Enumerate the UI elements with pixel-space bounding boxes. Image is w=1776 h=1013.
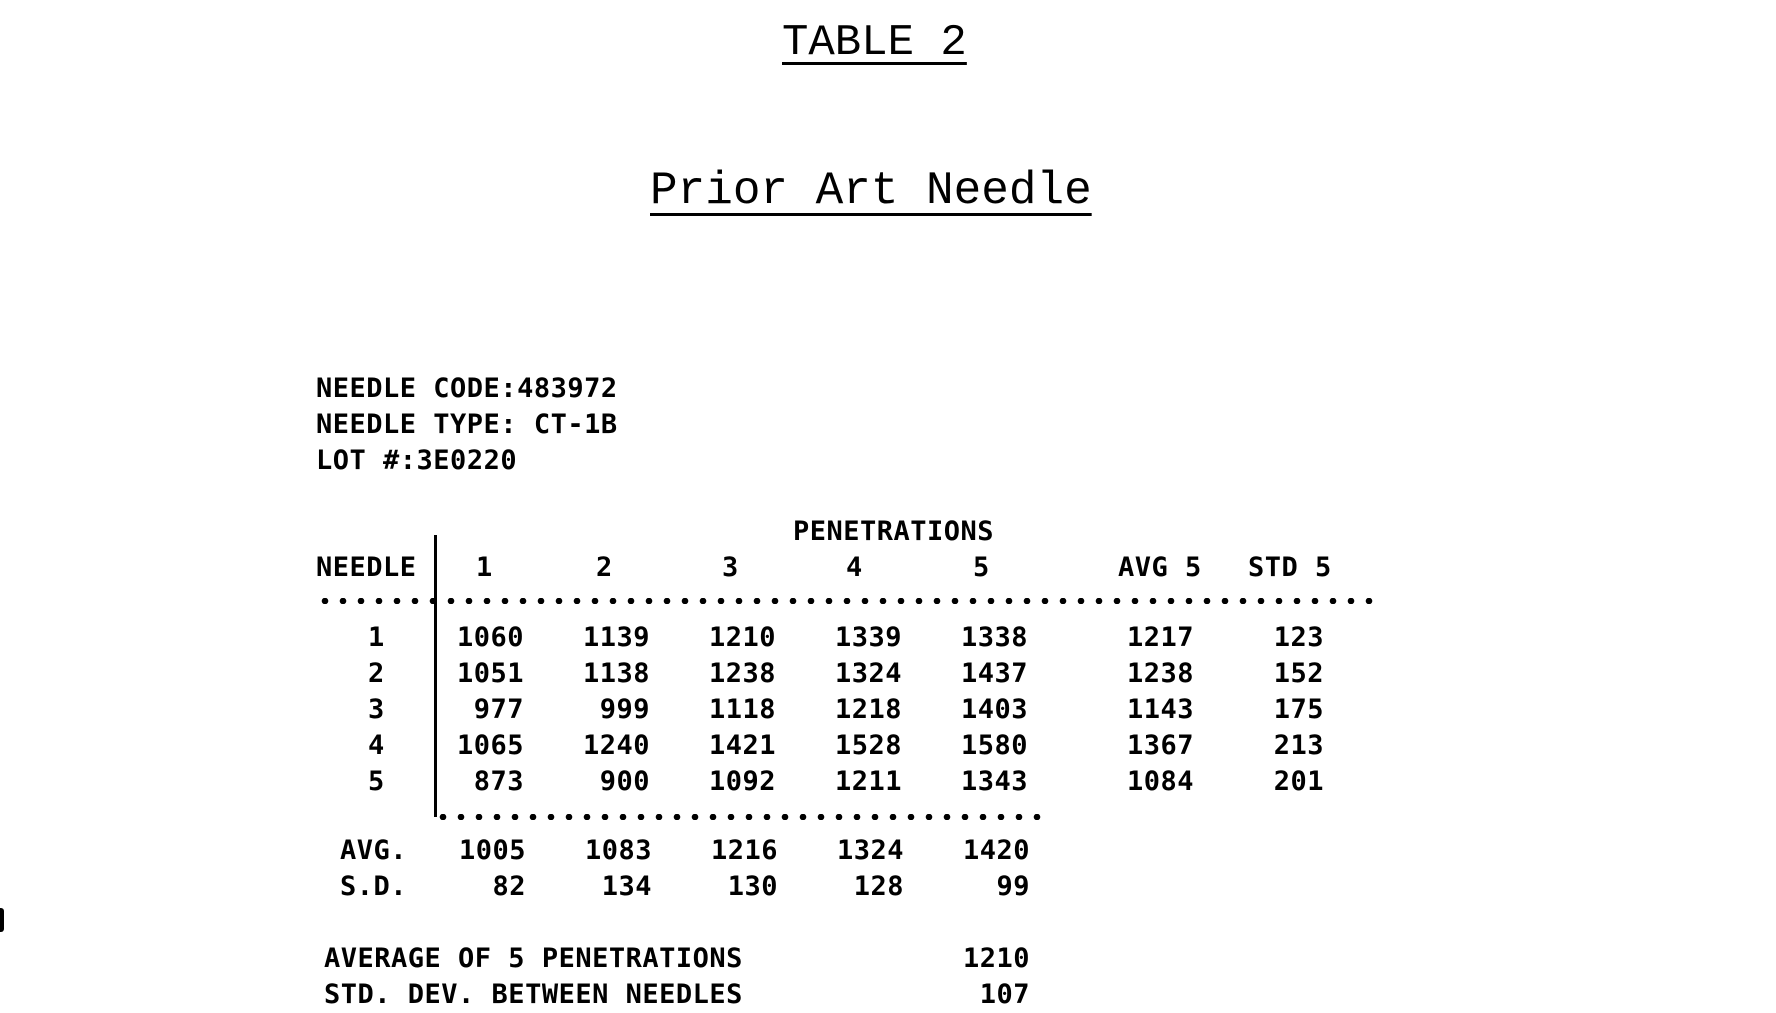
cell: 1421: [708, 730, 776, 761]
cell: 1051: [456, 658, 524, 689]
cell: 1403: [960, 694, 1028, 725]
cell: 1343: [960, 766, 1028, 797]
cell: 1138: [582, 658, 650, 689]
cell-avg5: 1143: [1126, 694, 1194, 725]
col-header-3: 3: [722, 552, 739, 583]
row-needle: 4: [368, 730, 385, 761]
needle-code: NEEDLE CODE:483972: [316, 373, 618, 404]
cell: 1437: [960, 658, 1028, 689]
cell-avg5: 1084: [1126, 766, 1194, 797]
col-header-5: 5: [973, 552, 990, 583]
cell: 1139: [582, 622, 650, 653]
cell: 1092: [708, 766, 776, 797]
summary-average-value: 1210: [962, 943, 1030, 974]
summary-average-label: AVERAGE OF 5 PENETRATIONS: [324, 943, 743, 974]
row-label-sd: S.D.: [340, 871, 408, 902]
cell: 1216: [710, 835, 778, 866]
cell: 1238: [708, 658, 776, 689]
cell: 1338: [960, 622, 1028, 653]
cell-std5: 213: [1273, 730, 1324, 761]
cell: 130: [727, 871, 778, 902]
cell: 873: [473, 766, 524, 797]
cell: 1118: [708, 694, 776, 725]
cell: 82: [492, 871, 526, 902]
cell: 1339: [834, 622, 902, 653]
cell: 1240: [582, 730, 650, 761]
cell: 977: [473, 694, 524, 725]
row-needle: 2: [368, 658, 385, 689]
needle-type: NEEDLE TYPE: CT-1B: [316, 409, 618, 440]
cell: 134: [601, 871, 652, 902]
summary-stddev-label: STD. DEV. BETWEEN NEEDLES: [324, 979, 743, 1010]
col-header-2: 2: [596, 552, 613, 583]
col-header-1: 1: [476, 552, 493, 583]
summary-stddev-value: 107: [979, 979, 1030, 1010]
lot-number: LOT #:3E0220: [316, 445, 518, 476]
cell: 1324: [836, 835, 904, 866]
table-title: TABLE 2: [782, 18, 967, 68]
cell: 1211: [834, 766, 902, 797]
cell-avg5: 1217: [1126, 622, 1194, 653]
cell: 1218: [834, 694, 902, 725]
row-label-avg: AVG.: [340, 835, 408, 866]
cell: 1420: [962, 835, 1030, 866]
cell: 1210: [708, 622, 776, 653]
cell: 1060: [456, 622, 524, 653]
cell-avg5: 1238: [1126, 658, 1194, 689]
cell-std5: 152: [1273, 658, 1324, 689]
cell: 1580: [960, 730, 1028, 761]
cell: 1005: [458, 835, 526, 866]
cell: 1528: [834, 730, 902, 761]
cell: 1065: [456, 730, 524, 761]
table-subtitle: Prior Art Needle: [650, 165, 1092, 217]
col-header-std5: STD 5: [1248, 552, 1332, 583]
cell: 99: [996, 871, 1030, 902]
cell: 1324: [834, 658, 902, 689]
header-divider: [316, 598, 1378, 604]
scan-artifact: [0, 908, 4, 932]
cell: 128: [853, 871, 904, 902]
cell-std5: 201: [1273, 766, 1324, 797]
stats-divider: [434, 814, 1050, 820]
cell: 999: [599, 694, 650, 725]
penetrations-group-header: PENETRATIONS: [793, 516, 995, 547]
cell: 900: [599, 766, 650, 797]
cell-std5: 123: [1273, 622, 1324, 653]
row-needle: 3: [368, 694, 385, 725]
cell-std5: 175: [1273, 694, 1324, 725]
col-header-needle: NEEDLE: [316, 552, 417, 583]
col-header-4: 4: [846, 552, 863, 583]
row-needle: 5: [368, 766, 385, 797]
cell-avg5: 1367: [1126, 730, 1194, 761]
cell: 1083: [584, 835, 652, 866]
row-needle: 1: [368, 622, 385, 653]
col-header-avg5: AVG 5: [1118, 552, 1202, 583]
